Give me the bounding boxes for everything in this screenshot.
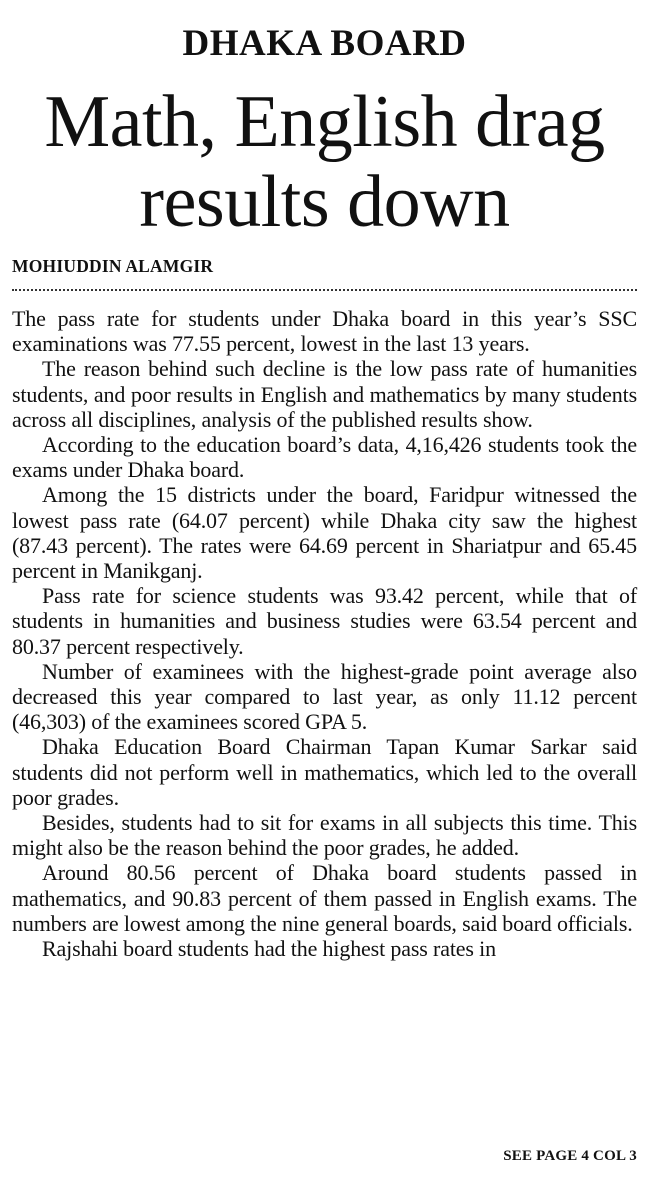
paragraph: Pass rate for science students was 93.42 percent, while that of students in humanities and business studies were 63.54 percent and 80.37 percent respectively. (12, 583, 637, 659)
headline: Math, English drag results down (44, 81, 605, 243)
paragraph: Around 80.56 percent of Dhaka board students passed in mathematics, and 90.83 percent of them passed in English exams. The numbers are lowest among the nine general boards, said board officials. (12, 860, 637, 936)
dotted-divider (12, 289, 637, 291)
byline: MOHIUDDIN ALAMGIR (12, 256, 214, 276)
paragraph: According to the education board’s data, 4,16,426 students took the exams under Dhaka board. (12, 432, 637, 483)
continuation-jump-line: SEE PAGE 4 COL 3 (503, 1148, 637, 1164)
paragraph: Rajshahi board students had the highest pass rates in (42, 936, 496, 962)
paragraph: Dhaka Education Board Chairman Tapan Kumar Sarkar said students did not perform well in mathematics, which led to the overall poor grades. (12, 734, 637, 810)
paragraph: The pass rate for students under Dhaka board in this year’s SSC examinations was 77.55 percent, lowest in the last 13 years. (12, 306, 637, 357)
paragraph: The reason behind such decline is the low pass rate of humanities students, and poor results in English and mathematics by many students across all disciplines, analysis of the published results show. (12, 356, 637, 432)
article-body (12, 306, 637, 961)
section-kicker: DHAKA BOARD (182, 23, 467, 64)
paragraph: Among the 15 districts under the board, Faridpur witnessed the lowest pass rate (64.07 percent) while Dhaka city saw the highest (87.43 percent). The rates were 64.69 percent in Shariatpur and 65.45 percent in Manikganj. (12, 482, 637, 584)
paragraph: Besides, students had to sit for exams in all subjects this time. This might also be the reason behind the poor grades, he added. (12, 810, 637, 861)
paragraph: Number of examinees with the highest-grade point average also decreased this year compared to last year, as only 11.12 percent (46,303) of the examinees scored GPA 5. (12, 658, 637, 735)
